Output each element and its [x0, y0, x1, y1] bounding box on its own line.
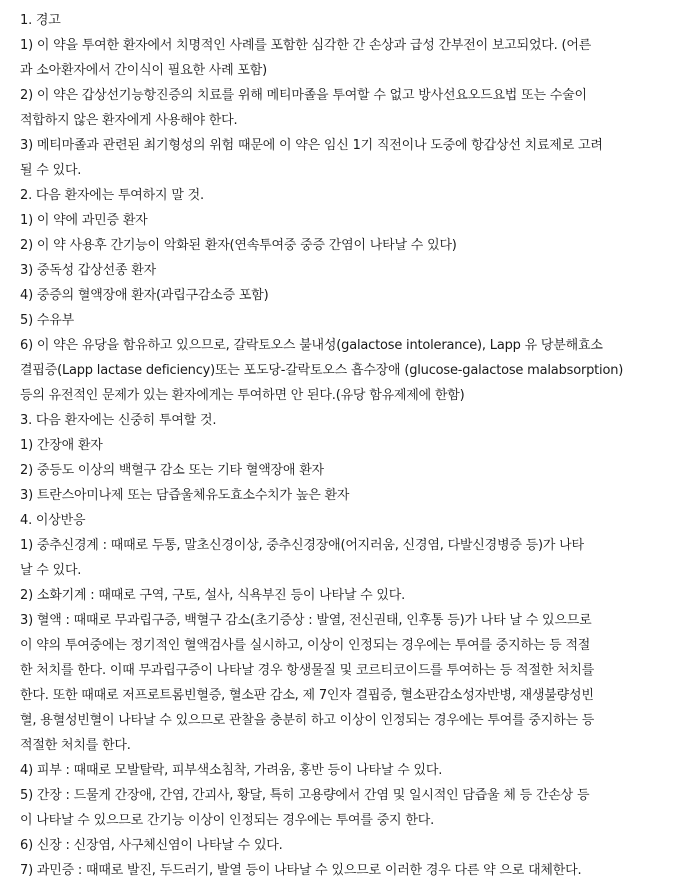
text-line: 3) 중독성 갑상선종 환자: [20, 263, 156, 278]
text-line: 6) 이 약은 유당을 함유하고 있으므로, 갈락토오스 불내성(galactose intolerance), Lapp 유 당분해효소: [20, 338, 603, 353]
text-line: 1) 이 약을 투여한 환자에서 치명적인 사례를 포함한 심각한 간 손상과 급성 간부전이 보고되었다. (어른: [20, 38, 592, 53]
text-line: 2) 중등도 이상의 백혈구 감소 또는 기타 혈액장애 환자: [20, 463, 324, 478]
text-line: 6) 신장 : 신장염, 사구체신염이 나타날 수 있다.: [20, 838, 283, 853]
text-line: 혈, 용혈성빈혈이 나타날 수 있으므로 관찰을 충분히 하고 이상이 인정되는 경우에는 투여를 중지하는 등: [20, 713, 595, 728]
section-heading-precautions: 3. 다음 환자에는 신중히 투여할 것.: [20, 413, 217, 428]
text-line: 3) 트란스아미나제 또는 담즙울체유도효소수치가 높은 환자: [20, 488, 350, 503]
text-line: 2) 이 약 사용후 간기능이 악화된 환자(연속투여중 중증 간염이 나타날 수 있다): [20, 238, 457, 253]
text-line: 등의 유전적인 문제가 있는 환자에게는 투여하면 안 된다.(유당 함유제제에 한함): [20, 388, 465, 403]
text-line: 3) 메티마졸과 관련된 최기형성의 위험 때문에 이 약은 임신 1기 직전이나 도중에 항갑상선 치료제로 고려: [20, 138, 603, 153]
text-line: 2) 소화기계 : 때때로 구역, 구토, 설사, 식욕부진 등이 나타날 수 있다.: [20, 588, 406, 603]
text-line: 4) 피부 : 때때로 모발탈락, 피부색소침착, 가려움, 홍반 등이 나타날 수 있다.: [20, 763, 443, 778]
text-line: 5) 간장 : 드물게 간장애, 간염, 간괴사, 황달, 특히 고용량에서 간염 및 일시적인 담즙울 체 등 간손상 등: [20, 788, 590, 803]
text-line: 2) 이 약은 갑상선기능항진증의 치료를 위해 메티마졸을 투여할 수 없고 방사선요오드요법 또는 수술이: [20, 88, 587, 103]
text-line: 과 소아환자에서 간이식이 필요한 사례 포함): [20, 63, 267, 78]
text-line: 이 나타날 수 있으므로 간기능 이상이 인정되는 경우에는 투여를 중지 한다.: [20, 813, 434, 828]
text-line: 1) 간장애 환자: [20, 438, 103, 453]
section-heading-warning: 1. 경고: [20, 13, 61, 28]
text-line: 한 처치를 한다. 이때 무과립구증이 나타날 경우 항생물질 및 코르티코이드를 투여하는 등 적절한 처치를: [20, 663, 595, 678]
text-line: 적합하지 않은 환자에게 사용해야 한다.: [20, 113, 238, 128]
text-line: 결핍증(Lapp lactase deficiency)또는 포도당-갈락토오스 흡수장애 (glucose-galactose malabsorption): [20, 363, 624, 378]
text-line: 될 수 있다.: [20, 163, 82, 178]
text-line: 한다. 또한 때때로 저프로트롬빈혈증, 혈소판 감소, 제 7인자 결핍증, 혈소판감소성자반병, 재생불량성빈: [20, 688, 594, 703]
text-line: 이 약의 투여중에는 정기적인 혈액검사를 실시하고, 이상이 인정되는 경우에는 투여를 중지하는 등 적절: [20, 638, 591, 653]
text-line: 7) 과민증 : 때때로 발진, 두드러기, 발열 등이 나타날 수 있으므로 이러한 경우 다른 약 으로 대체한다.: [20, 863, 582, 878]
section-heading-adverse-reactions: 4. 이상반응: [20, 513, 86, 528]
section-heading-contraindications: 2. 다음 환자에는 투여하지 말 것.: [20, 188, 204, 203]
text-line: 1) 이 약에 과민증 환자: [20, 213, 148, 228]
text-line: 5) 수유부: [20, 313, 74, 328]
text-line: 적절한 처치를 한다.: [20, 738, 131, 753]
text-line: 3) 혈액 : 때때로 무과립구증, 백혈구 감소(초기증상 : 발열, 전신권태, 인후통 등)가 나타 날 수 있으므로: [20, 613, 592, 628]
text-line: 4) 중증의 혈액장애 환자(과립구감소증 포함): [20, 288, 269, 303]
text-line: 1) 중추신경계 : 때때로 두통, 말초신경이상, 중추신경장애(어지러움, 신경염, 다발신경병증 등)가 나타: [20, 538, 584, 553]
text-line: 날 수 있다.: [20, 563, 82, 578]
